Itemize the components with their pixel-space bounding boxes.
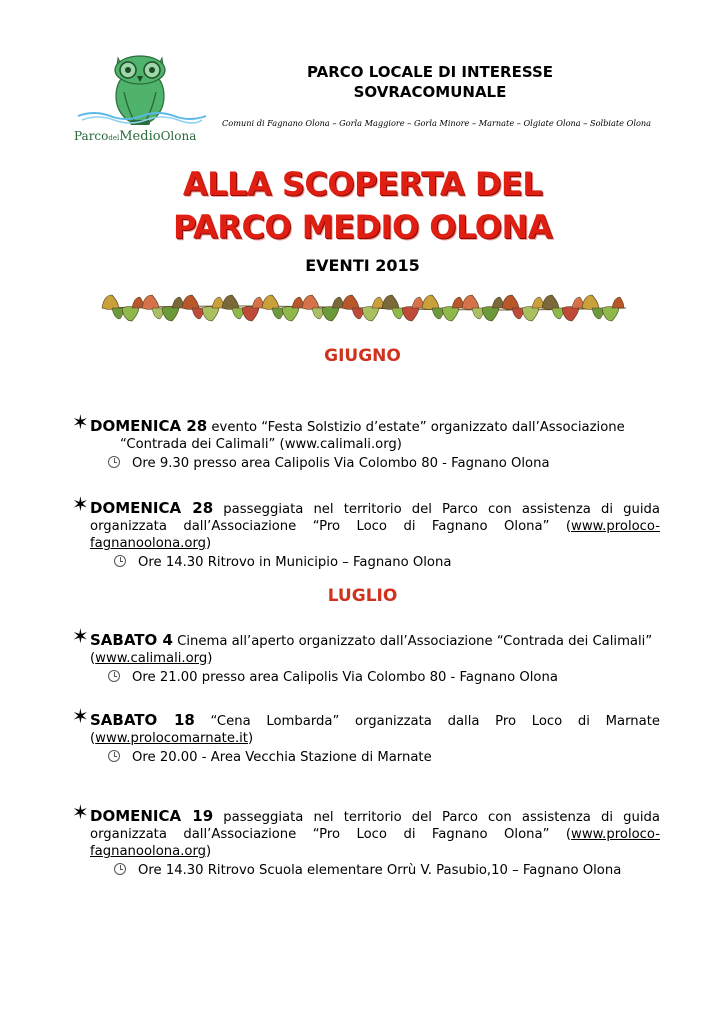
event-link[interactable]: www.prolocomarnate.it (95, 731, 248, 746)
parco-medio-olona-logo (68, 44, 210, 146)
leaf-icon (182, 295, 199, 310)
event-time (90, 554, 660, 571)
event-time-text: Ore 14.30 Ritrovo in Municipio – Fagnano Olona (138, 555, 452, 570)
leaf-icon (602, 307, 619, 322)
clock-icon (114, 555, 126, 567)
main-title-line-2: PARCO MEDIO OLONA (173, 208, 552, 246)
event-description-end: ) (206, 844, 212, 859)
leaf-icon (102, 295, 119, 310)
event-description: passeggiata nel territorio del Parco con assistenza di guida organizzata dall’Associazione “Pro Loco di Fagnano Olona” ( (90, 810, 660, 842)
bullet-icon: ✶ (72, 492, 89, 516)
event-description: “Cena Lombarda” organizzata dalla Pro Loco di Marnate ( (90, 714, 660, 746)
leaf-icon (542, 295, 559, 310)
event-day: DOMENICA 28 (90, 417, 208, 435)
leaf-icon (402, 307, 419, 322)
event-time (90, 862, 660, 879)
event-description-end: ) (207, 651, 213, 666)
leaf-icon (612, 297, 624, 308)
event-day: DOMENICA 28 (90, 499, 214, 517)
clock-icon (108, 456, 120, 468)
clock-icon (114, 863, 126, 875)
event-description-cont: “Contrada dei Calimali” (www.calimali.org) (120, 437, 402, 452)
event-day: SABATO 4 (90, 631, 173, 649)
leaf-icon (482, 307, 499, 322)
leaf-icon (382, 295, 399, 310)
event-link[interactable]: www.proloco-fagnanoolona.org (90, 519, 660, 551)
leaf-icon (442, 307, 459, 322)
leaf-icon (502, 295, 519, 310)
event-link[interactable]: www.calimali.org (95, 651, 208, 666)
event-time-text: Ore 21.00 presso area Calipolis Via Colombo 80 - Fagnano Olona (132, 670, 558, 685)
main-title-line-1: ALLA SCOPERTA DEL (182, 165, 543, 203)
month-heading-june: GIUGNO (324, 346, 401, 366)
event-description-end: ) (247, 731, 254, 746)
bullet-icon: ✶ (72, 800, 89, 824)
leaf-icon (302, 295, 319, 310)
org-title-line-2: SOVRACOMUNALE (353, 83, 507, 101)
leaf-icon (262, 295, 279, 310)
leaf-icon (582, 295, 599, 310)
event-time-text: Ore 14.30 Ritrovo Scuola elementare Orrù V. Pasubio,10 – Fagnano Olona (138, 863, 622, 878)
leaf-icon (222, 295, 239, 310)
event-time (90, 669, 660, 686)
event-time (90, 455, 660, 472)
municipalities-list: Comuni di Fagnano Olona – Gorla Maggiore – Gorla Minore – Marnate – Olgiate Olona – Solbiate Olona (222, 118, 652, 128)
organization-title (270, 62, 590, 102)
event-time-text: Ore 20.00 - Area Vecchia Stazione di Marnate (132, 750, 432, 765)
leaves-divider (100, 292, 628, 324)
event-item (72, 492, 660, 571)
clock-icon (108, 750, 120, 762)
event-day: DOMENICA 19 (90, 807, 214, 825)
event-time-text: Ore 9.30 presso area Calipolis Via Colombo 80 - Fagnano Olona (132, 456, 550, 471)
event-item (72, 800, 660, 879)
leaf-icon (342, 295, 359, 310)
leaf-icon (162, 307, 179, 322)
leaf-icon (202, 307, 219, 322)
leaf-icon (562, 307, 579, 322)
bullet-icon: ✶ (72, 704, 89, 728)
leaf-icon (242, 307, 259, 322)
event-description-end: ) (206, 536, 212, 551)
event-description: passeggiata nel territorio del Parco con assistenza di guida organizzata dall’Associazione “Pro Loco di Fagnano Olona” ( (90, 502, 660, 534)
event-item (72, 410, 660, 472)
bullet-icon: ✶ (72, 624, 89, 648)
bullet-icon: ✶ (72, 410, 89, 434)
event-day: SABATO 18 (90, 711, 195, 729)
clock-icon (108, 670, 120, 682)
leaf-icon (422, 295, 439, 310)
event-time (90, 749, 660, 766)
event-description: Cinema all’aperto organizzato dall’Associazione “Contrada dei Calimali” ( (90, 634, 653, 666)
leaf-icon (282, 307, 299, 322)
org-title-line-1: PARCO LOCALE DI INTERESSE (306, 63, 554, 81)
event-description: evento “Festa Solstizio d’estate” organizzato dall’Associazione (207, 420, 625, 435)
logo-text: ParcodelMedioOlona (74, 129, 197, 144)
event-link[interactable]: www.proloco-fagnanoolona.org (90, 827, 660, 859)
leaf-icon (362, 307, 379, 322)
leaf-icon (522, 307, 539, 322)
event-item (72, 624, 660, 686)
leaf-icon (142, 295, 159, 310)
leaf-icon (462, 295, 479, 310)
events-year: EVENTI 2015 (305, 256, 420, 275)
leaf-icon (122, 307, 139, 322)
leaf-icon (322, 307, 339, 322)
event-item (72, 704, 660, 766)
month-heading-july: LUGLIO (327, 586, 398, 606)
